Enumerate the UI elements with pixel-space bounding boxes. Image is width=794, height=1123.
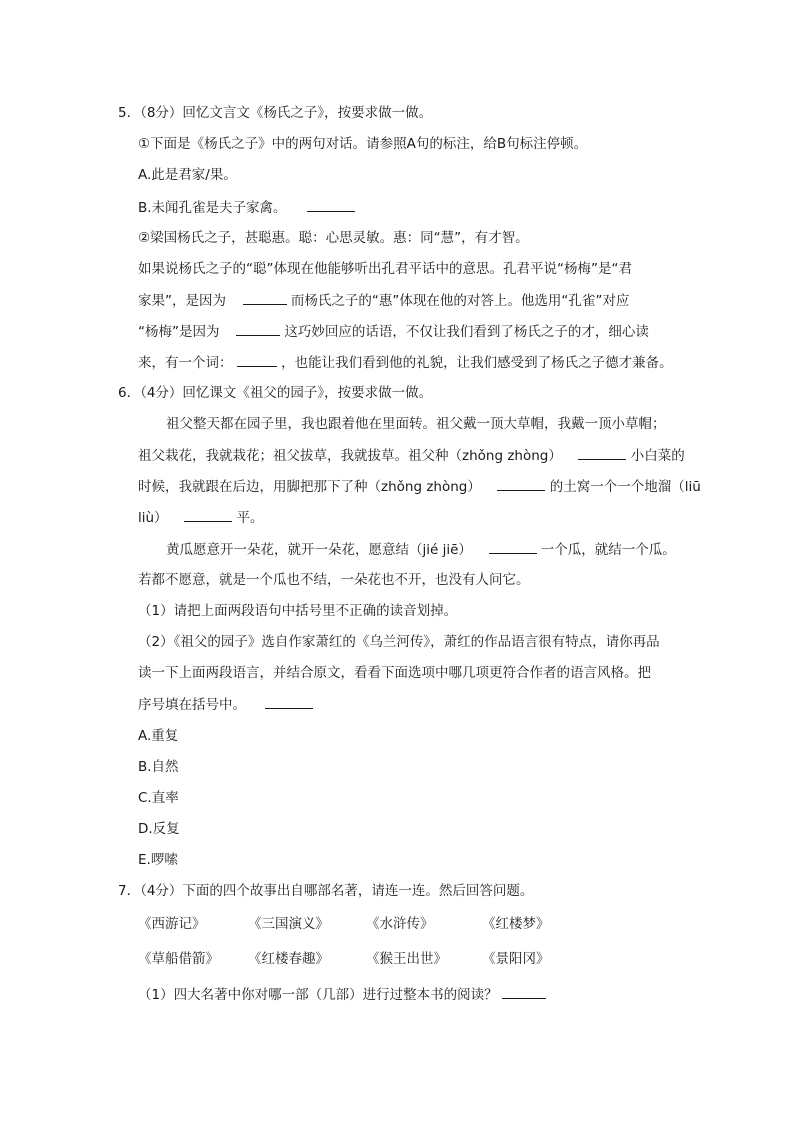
q6-option-d: D.反复 — [138, 821, 180, 837]
q5-line-a: A.此是君家/果。 — [138, 167, 237, 183]
q6-text-line-5b: 一个瓜，就结一个瓜。 — [540, 542, 676, 558]
q6-text-line-6: 若都不愿意，就是一个瓜也不结，一朵花也不开，也没有人问它。 — [138, 572, 530, 588]
q5-line-b — [138, 198, 355, 216]
q6-text-line-5 — [166, 540, 676, 558]
q6-option-e: E.啰嗦 — [138, 852, 178, 868]
q5-part1: ①下面是《杨氏之子》中的两句对话。请参照A句的标注，给B句标注停顿。 — [138, 136, 588, 152]
q5-para-line-4a: 来，有一个词： — [138, 355, 233, 371]
q5-part2: ②梁国杨氏之子，甚聪惠。聪：心思灵敏。惠：同“慧”，有才智。 — [138, 230, 529, 246]
q6-text-line-3b: 的土窝一个一个地溜（liū — [549, 479, 701, 495]
q5-para-line-2a: 家果”，是因为 — [138, 293, 226, 309]
q6-option-c: C.直率 — [138, 790, 179, 806]
q6-text-line-2a: 祖父栽花，我就栽花；祖父拔草，我就拔草。祖父种（zhǒng zhòng） — [138, 448, 562, 464]
q5-para-line-3 — [138, 322, 649, 340]
q7-sub-1-text: （1）四大名著中你对哪一部（几部）进行过整本书的阅读？ — [138, 987, 498, 1003]
q6-text-line-2b: 小白菜的 — [630, 448, 685, 464]
q6-answer-blank-2[interactable] — [497, 477, 545, 491]
q6-text-line-3a: 时候，我就跟在后边，用脚把那下了种（zhǒng zhòng） — [138, 479, 481, 495]
q6-text-line-4 — [138, 508, 263, 526]
q5-para-line-3a: “杨梅”是因为 — [138, 324, 220, 340]
q7-answer-blank-1[interactable] — [502, 985, 546, 999]
q7-sub-1 — [138, 985, 546, 1003]
q5-para-line-4 — [138, 353, 673, 371]
q5-answer-blank-3[interactable] — [237, 353, 277, 367]
q5-line-b-text: B.未闻孔雀是夫子家禽。 — [138, 200, 287, 216]
q7-story-3[interactable]: 《猴王出世》 — [366, 951, 447, 967]
q6-answer-blank-3[interactable] — [184, 508, 232, 522]
q7-story-2[interactable]: 《红楼春趣》 — [248, 951, 329, 967]
q6-stem: 6．（4分）回忆课文《祖父的园子》，按要求做一做。 — [118, 385, 433, 401]
q5-answer-blank-1[interactable] — [243, 291, 287, 305]
q7-story-4[interactable]: 《景阳冈》 — [482, 951, 550, 967]
q5-para-line-4b: ，也能让我们看到他的礼貌，让我们感受到了杨氏之子德才兼备。 — [281, 355, 673, 371]
q5-para-line-2b: 而杨氏之子的“惠”体现在他的对答上。他选用“孔雀”对应 — [290, 293, 630, 309]
q6-option-b: B.自然 — [138, 759, 179, 775]
q5-para-line-1: 如果说杨氏之子的“聪”体现在他能够听出孔君平话中的意思。孔君平说“杨梅”是“君 — [138, 261, 632, 277]
q6-sub-2-line-2: 读一下上面两段语言，并结合原文，看看下面选项中哪几项更符合作者的语言风格。把 — [138, 665, 651, 681]
q5-answer-blank-2[interactable] — [236, 322, 280, 336]
q7-stem: 7．（4分）下面的四个故事出自哪部名著，请连一连。然后回答问题。 — [118, 883, 534, 899]
q5-stem: 5．（8分）回忆文言文《杨氏之子》，按要求做一做。 — [118, 105, 433, 121]
q6-text-line-1: 祖父整天都在园子里，我也跟着他在里面转。祖父戴一顶大草帽，我戴一顶小草帽； — [166, 416, 666, 432]
q6-text-line-2 — [138, 446, 685, 464]
q7-novel-1[interactable]: 《西游记》 — [138, 916, 206, 932]
q6-option-a: A.重复 — [138, 728, 179, 744]
q6-sub-2-line-3 — [138, 695, 313, 713]
q6-answer-blank-1[interactable] — [578, 446, 626, 460]
q6-sub-2-line-1: （2）《祖父的园子》选自作家萧红的《乌兰河传》，萧红的作品语言很有特点，请你再品 — [138, 634, 660, 650]
q7-novel-3[interactable]: 《水浒传》 — [366, 916, 434, 932]
q7-novels-row — [0, 915, 794, 933]
q6-text-line-4a: liù） — [138, 510, 168, 526]
q5-answer-blank-b[interactable] — [307, 198, 355, 212]
q6-text-line-3 — [138, 477, 701, 495]
q6-sub-2-line-3-text: 序号填在括号中。 — [138, 697, 246, 713]
q7-novel-2[interactable]: 《三国演义》 — [248, 916, 329, 932]
q6-answer-blank-5[interactable] — [265, 695, 313, 709]
q5-para-line-3b: 这巧妙回应的话语，不仅让我们看到了杨氏之子的才，细心读 — [284, 324, 649, 340]
q6-answer-blank-4[interactable] — [489, 540, 537, 554]
q7-stories-row — [0, 950, 794, 968]
q6-text-line-4b: 平。 — [236, 510, 264, 526]
q7-story-1[interactable]: 《草船借箭》 — [138, 951, 219, 967]
q5-para-line-2 — [138, 291, 629, 309]
q7-novel-4[interactable]: 《红楼梦》 — [482, 916, 550, 932]
q6-text-line-5a: 黄瓜愿意开一朵花，就开一朵花，愿意结（jié jiē） — [166, 542, 472, 558]
q6-sub-1: （1）请把上面两段语句中括号里不正确的读音划掉。 — [138, 603, 458, 619]
